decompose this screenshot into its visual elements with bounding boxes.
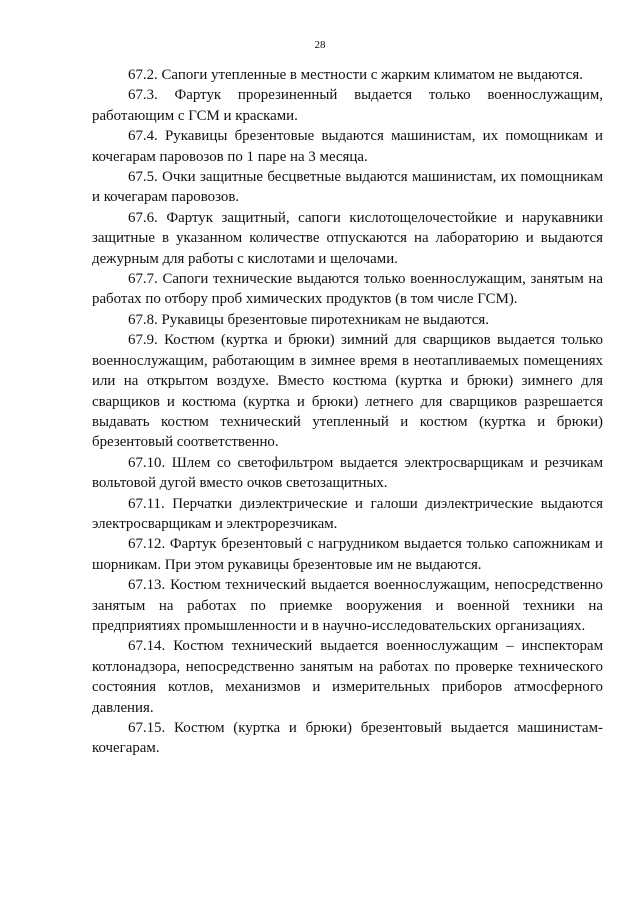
paragraph-67-8: 67.8. Рукавицы брезентовые пиротехникам не выдаются. [128,311,489,328]
paragraph-67-2: 67.2. Сапоги утепленные в местности с жарким климатом не выдаются. [128,67,583,83]
paragraph-67-4: 67.4. Рукавицы брезентовые выдаются машинистам, их помощникам и кочегарам паровозов по 1 паре на 3 месяца. [92,128,603,165]
paragraph-67-13: 67.13. Костюм технический выдается военнослужащим, непосредственно занятым на работах по приемке вооружения и военной техники на предприятиях промышленности и в научно-исследовательских организациях. [92,577,603,634]
paragraph-67-15: 67.15. Костюм (куртка и брюки) брезентовый выдается машинистам-кочегарам. [92,720,603,757]
document-body [92,65,603,759]
page-number: 28 [314,39,326,51]
paragraph-67-7: 67.7. Сапоги технические выдаются только военнослужащим, занятым на работах по отбору проб химических продуктов (в том числе ГСМ). [92,271,603,308]
paragraph-67-10: 67.10. Шлем со светофильтром выдается электросварщикам и резчикам вольтовой дугой вместо очков светозащитных. [92,454,603,492]
paragraph-67-5: 67.5. Очки защитные бесцветные выдаются машинистам, их помощникам и кочегарам паровозов. [92,169,603,206]
paragraph-67-12: 67.12. Фартук брезентовый с нагрудником выдается только сапожникам и шорникам. При этом рукавицы брезентовые им не выдаются. [92,536,603,573]
paragraph-67-11: 67.11. Перчатки диэлектрические и галоши диэлектрические выдаются электросварщикам и электрорезчикам. [92,495,603,532]
paragraph-67-6: 67.6. Фартук защитный, сапоги кислотощелочестойкие и нарукавники защитные в указанном количестве отпускаются на лабораторию и выдаются дежурным для работы с кислотами и щелочами. [92,209,603,267]
paragraph-67-9: 67.9. Костюм (куртка и брюки) зимний для сварщиков выдается только военнослужащим, работающим в зимнее время в неотапливаемых помещениях или на открытом воздухе. Вместо костюма (куртка и брюки) зимнего для сварщиков и костюма (куртка и брюки) летнего для сварщиков разрешается выдавать костюм технический утепленный и костюм (куртка и брюки) брезентовый соответственно. [92,332,603,451]
paragraph-67-14: 67.14. Костюм технический выдается военнослужащим – инспекторам котлонадзора, непосредственно занятым на работах по проверке технического состояния котлов, механизмов и измерительных приборов атмосферного давления. [92,638,603,716]
paragraph-67-3: 67.3. Фартук прорезиненный выдается только военнослужащим, работающим с ГСМ и красками. [92,87,603,124]
